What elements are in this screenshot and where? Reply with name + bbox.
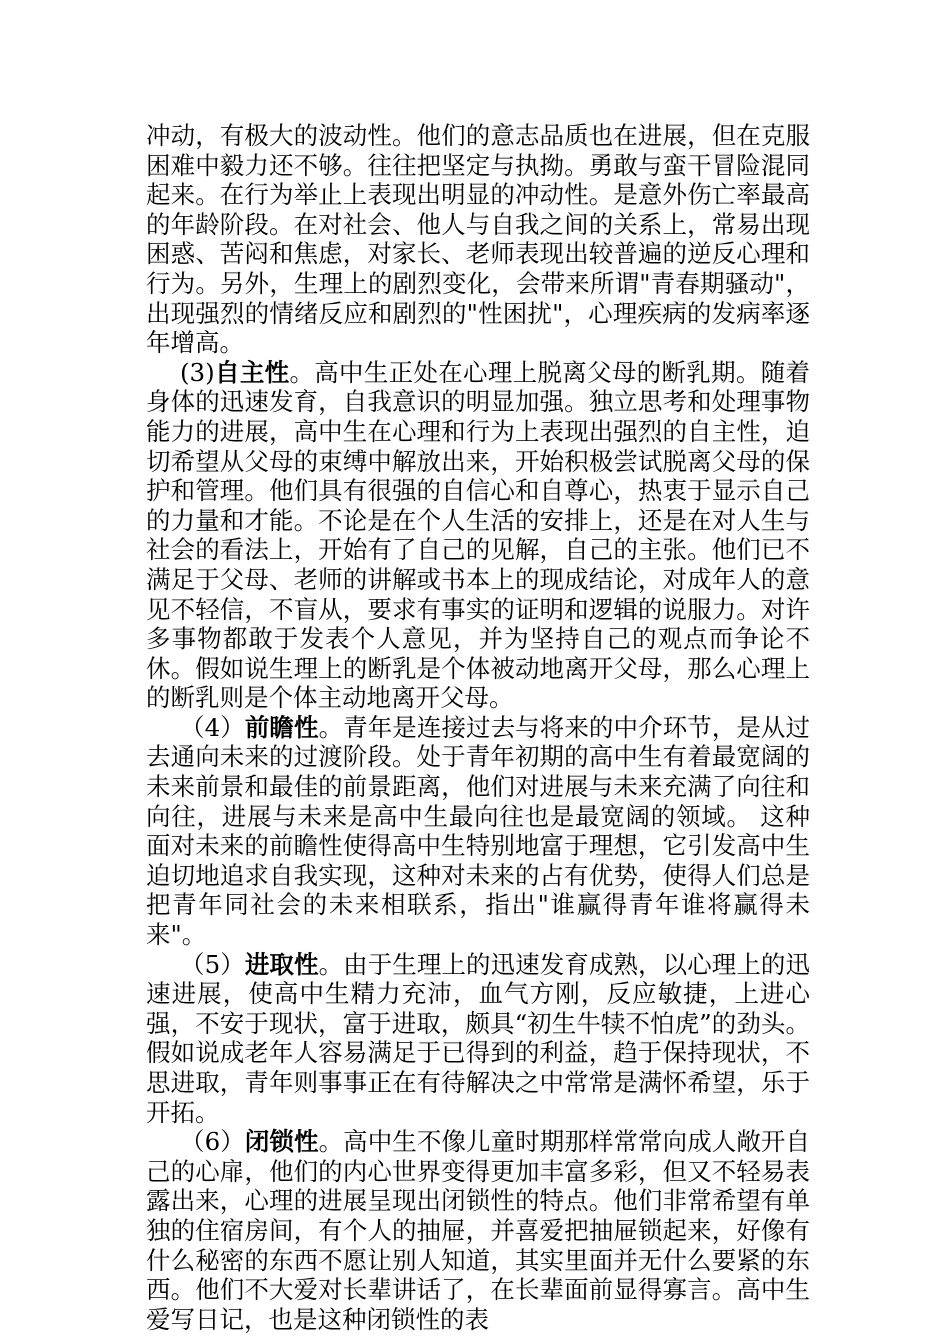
paragraph-forward-looking [146, 713, 810, 950]
paragraph-text: 冲动，有极大的波动性。他们的意志品质也在进展，但在克服困难中毅力还不够。往往把坚定与执拗。勇敢与蛮干冒险混同起来。在行为举止上表现出明显的冲动性。是意外伤亡率最高的年龄阶段。在对社会、他人与自我之间的关系上，常易出现困惑、苦闷和焦虑，对家长、老师表现出较普遍的逆反心理和行为。另外，生理上的剧烈变化，会带来所谓"青春期骚动"，出现强烈的情绪反应和剧烈的"性困扰"，心理疾病的发病率逐年增高。 [146, 121, 810, 358]
item-term: 自主性 [214, 357, 290, 387]
item-term: 前瞻性 [244, 712, 319, 742]
document-page [146, 121, 810, 1334]
paragraph-text: 。由于生理上的迅速发育成熟，以心理上的迅速进展，使高中生精力充沛，血气方刚，反应敏捷，上进心强，不安于现状，富于进取，颇具“初生牛犊不怕虎”的劲头。假如说成老年人容易满足于已得到的利益，趋于保持现状，不思进取，青年则事事正在有待解决之中常常是满怀希望，乐于开拓。 [146, 949, 811, 1127]
item-number: (3) [180, 357, 215, 387]
item-number: （4） [180, 712, 245, 742]
paragraph-closedness [146, 1127, 810, 1334]
item-term: 闭锁性 [244, 1127, 319, 1157]
paragraph-text: 。青年是连接过去与将来的中介环节，是从过去通向未来的过渡阶段。处于青年初期的高中生有着最宽阔的未来前景和最佳的前景距离，他们对进展与未来充满了向往和向往，进展与未来是高中生最向往也是最宽阔的领域。 这种面对未来的前瞻性使得高中生特别地富于理想，它引发高中生迫切地追求自我实现，这种对未来的占有优势，使得人们总是把青年同社会的未来相联系，指出"谁赢得青年谁将赢得未来"。 [146, 712, 811, 950]
item-number: （6） [180, 1127, 245, 1157]
item-number: （5） [180, 949, 245, 979]
paragraph-autonomy [146, 358, 810, 713]
paragraph-enterprising [146, 950, 810, 1128]
paragraph-text: 。高中生正处在心理上脱离父母的断乳期。随着身体的迅速发育，自我意识的明显加强。独立思考和处理事物能力的进展，高中生在心理和行为上表现出强烈的自主性，迫切希望从父母的束缚中解放出来，开始积极尝试脱离父母的保护和管理。他们具有很强的自信心和自尊心，热衷于显示自己的力量和才能。不论是在个人生活的安排上，还是在对人生与社会的看法上，开始有了自己的见解，自己的主张。他们已不满足于父母、老师的讲解或书本上的现成结论，对成年人的意见不轻信，不盲从，要求有事实的证明和逻辑的说服力。对许多事物都敢于发表个人意见，并为坚持自己的观点而争论不休。假如说生理上的断乳是个体被动地离开父母，那么心理上的断乳则是个体主动地离开父母。 [146, 357, 811, 713]
paragraph-impulsiveness-continued [146, 121, 810, 358]
paragraph-text: 。高中生不像儿童时期那样常常向成人敞开自己的心扉，他们的内心世界变得更加丰富多彩，但又不轻易表露出来，心理的进展呈现出闭锁性的特点。他们非常希望有单独的住宿房间，有个人的抽屉，并喜爱把抽屉锁起来，好像有什么秘密的东西不愿让别人知道，其实里面并无什么要紧的东西。他们不大爱对长辈讲话了，在长辈面前显得寡言。高中生爱写日记，也是这种闭锁性的表 [146, 1127, 811, 1334]
item-term: 进取性 [244, 949, 319, 979]
